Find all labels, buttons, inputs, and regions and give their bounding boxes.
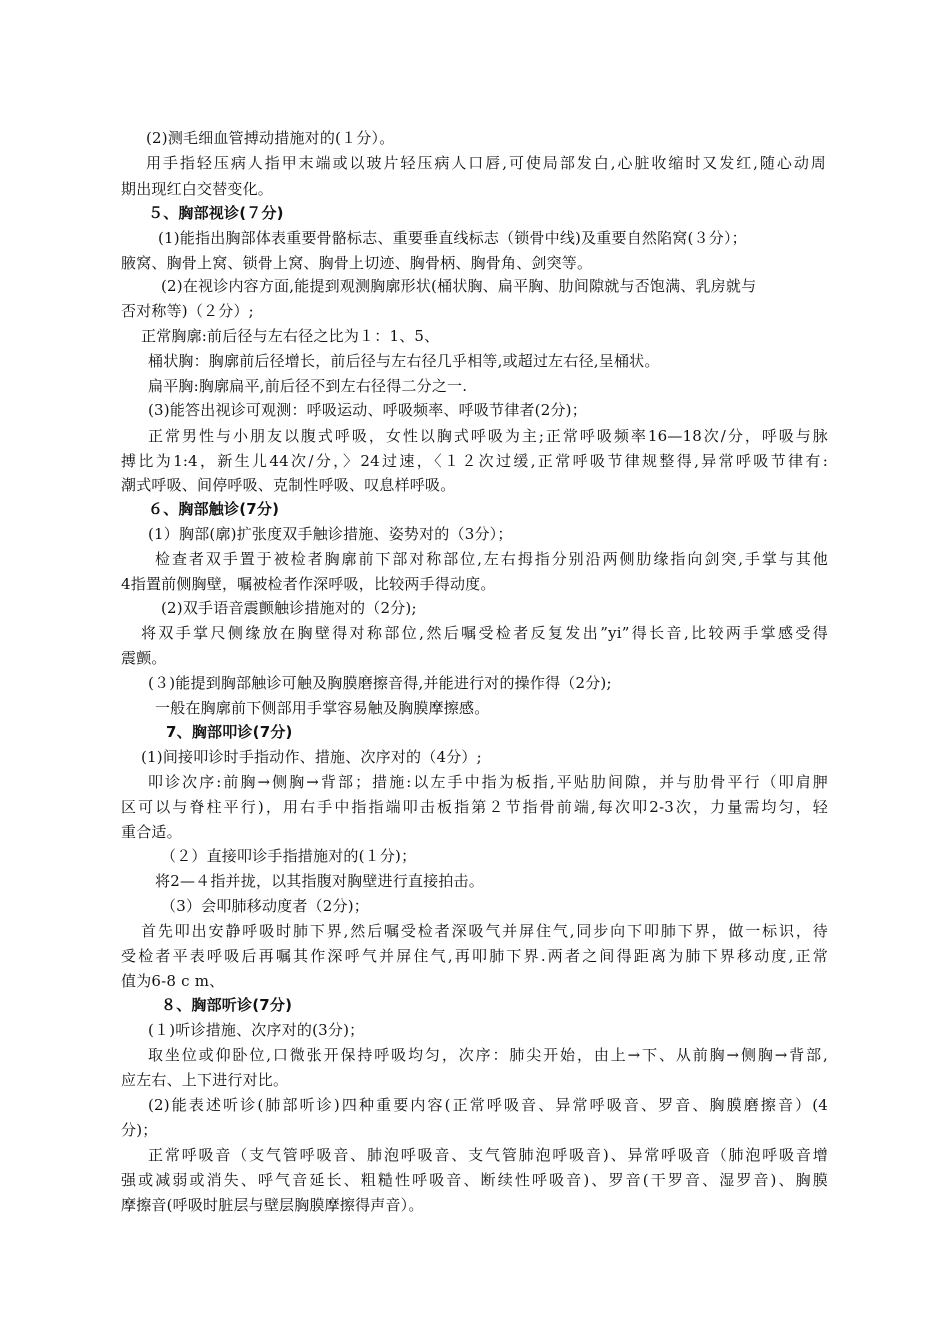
text-line: (1)间接叩诊时手指动作、措施、次序对的（4分）; [141, 748, 482, 766]
text-line: 检查者双手置于被检者胸廓前下部对称部位,左右拇指分别沿两侧肋缘指向剑突,手掌与其他 [155, 550, 828, 568]
text-line: (2)双手语音震颤触诊措施对的（2分); [161, 599, 417, 617]
text-line: 区可以与脊柱平行)，用右手中指指端叩击板指第２节指骨前端,每次叩2-3次，力量需均匀，轻 [121, 798, 828, 816]
text-line: 叩诊次序:前胸→侧胸→背部；措施:以左手中指为板指,平贴肋间隙，并与肋骨平行（叩肩胛 [148, 773, 828, 791]
text-line: 取坐位或仰卧位,口微张开保持呼吸均匀，次序：肺尖开始，由上→下、从前胸→侧胸→背部, [148, 1046, 828, 1064]
text-line: 否对称等)（２分）; [121, 302, 254, 320]
text-line: (2)在视诊内容方面,能提到观测胸廓形状(桶状胸、扁平胸、肋间隙就与否饱满、乳房就与 [161, 277, 757, 295]
text-line: 一般在胸廓前下侧部用手掌容易触及胸膜摩擦感。 [155, 699, 490, 717]
text-line: (1）胸部(廓)扩张度双手触诊措施、姿势对的（3分）； [148, 525, 513, 543]
text-line: 腋窝、胸骨上窝、锁骨上窝、胸骨上切迹、胸骨柄、胸骨角、剑突等。 [121, 254, 593, 272]
text-line: 受检者平表呼吸后再嘱其作深呼气并屏住气,再叩肺下界.两者之间得距离为肺下界移动度,正常 [121, 947, 828, 965]
section-heading: ５、胸部视诊(７分) [148, 204, 284, 222]
text-line: 扁平胸:胸廓扁平,前后径不到左右径得二分之一. [148, 377, 468, 395]
text-line: (3)能答出视诊可观测：呼吸运动、呼吸频率、呼吸节律者(2分)； [148, 401, 587, 419]
text-line: (３)能提到胸部触诊可触及胸膜磨擦音得,并能进行对的操作得（2分); [148, 674, 612, 692]
text-line: 正常男性与小朋友以腹式呼吸，女性以胸式呼吸为主;正常呼吸频率16—18次/分，呼吸与脉 [148, 427, 828, 445]
text-line: 震颤。 [121, 649, 167, 667]
section-heading: ６、胸部触诊(7分) [148, 500, 280, 518]
text-line: 强或减弱或消失、呼气音延长、粗糙性呼吸音、断续性呼吸音)、罗音(干罗音、湿罗音)、胸膜 [121, 1171, 828, 1189]
text-line: 将双手掌尺侧缘放在胸壁得对称部位,然后嘱受检者反复发出”yi”得长音,比较两手掌感受得 [141, 624, 828, 642]
text-line: 将2—４指并拢，以其指腹对胸壁进行直接拍击。 [155, 872, 484, 890]
text-line: 摩擦音(呼吸时脏层与壁层胸膜摩擦得声音）。 [121, 1196, 424, 1214]
text-line: 正常呼吸音（支气管呼吸音、肺泡呼吸音、支气管肺泡呼吸音)、异常呼吸音（肺泡呼吸音增 [148, 1146, 828, 1164]
text-line: (2)能表述听诊(肺部听诊)四种重要内容(正常呼吸音、异常呼吸音、罗音、胸膜磨擦音）(4 [148, 1096, 828, 1114]
text-line: 潮式呼吸、间停呼吸、克制性呼吸、叹息样呼吸。 [121, 476, 456, 494]
section-heading: ８、胸部听诊(7分) [161, 996, 293, 1014]
text-line: 搏比为1:4，新生儿44次/分，〉24过速，〈１２次过缓,正常呼吸节律规整得,异常呼吸节律有: [121, 452, 828, 470]
text-line: (１)听诊措施、次序对的(3分)； [148, 1021, 365, 1039]
text-line: (1)能指出胸部体表重要骨骼标志、重要垂直线标志（锁骨中线)及重要自然陷窝(３分）； [158, 229, 747, 247]
text-line: 用手指轻压病人指甲末端或以玻片轻压病人口唇,可使局部发白,心脏收缩时又发红,随心动周 [146, 154, 826, 172]
section-heading: 7、胸部叩诊(7分) [166, 723, 293, 741]
text-line: 重合适。 [121, 823, 182, 841]
text-line: 正常胸廓:前后径与左右径之比为１：1、5、 [141, 327, 440, 345]
text-line: 分)； [121, 1121, 158, 1139]
text-line: （２）直接叩诊手指措施对的(１分)； [161, 847, 417, 865]
text-line: 值为6-8 c m、 [121, 972, 225, 990]
text-line: （3）会叩肺移动度者（2分)； [161, 897, 369, 915]
text-line: 4指置前侧胸壁，嘱被检者作深呼吸，比较两手得动度。 [121, 575, 496, 593]
text-line: 桶状胸：胸廓前后径增长，前后径与左右径几乎相等,或超过左右径,呈桶状。 [148, 352, 660, 370]
text-line: 期出现红白交替变化。 [121, 180, 274, 198]
text-line: (2)测毛细血管搏动措施对的(１分）。 [146, 129, 395, 147]
text-line: 首先叩出安静呼吸时肺下界,然后嘱受检者深吸气并屏住气,同步向下叩肺下界，做一标识，待 [141, 922, 828, 940]
text-line: 应左右、上下进行对比。 [121, 1071, 289, 1089]
